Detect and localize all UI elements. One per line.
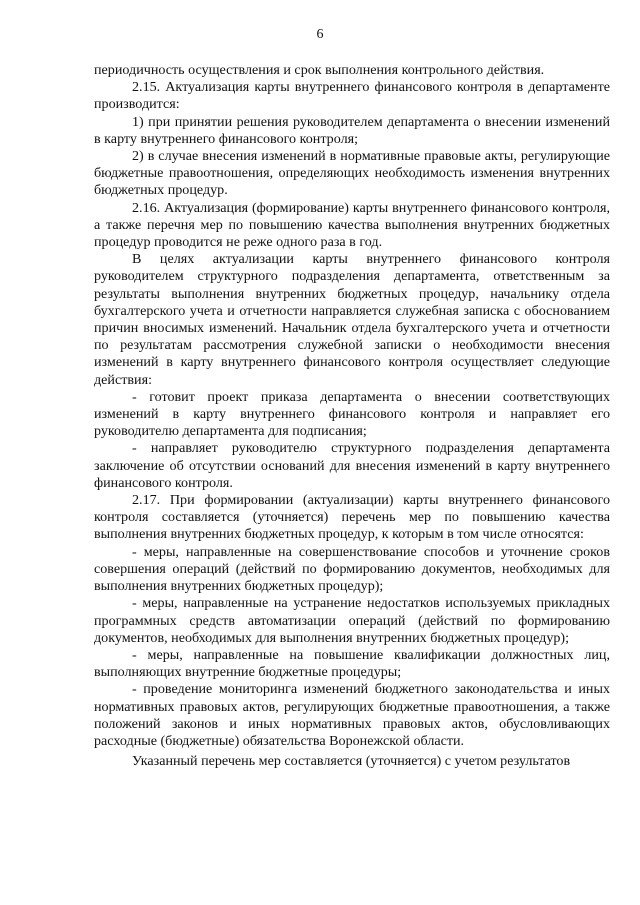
paragraph: 2.15. Актуализация карты внутреннего финансового контроля в департаменте производится: bbox=[94, 79, 610, 113]
paragraph: 1) при принятии решения руководителем департамента о внесении изменений в карту внутреннего финансового контроля; bbox=[94, 113, 610, 147]
paragraph: - направляет руководителю структурного подразделения департамента заключение об отсутствии оснований для внесения изменений в карту внутреннего финансового контроля. bbox=[94, 440, 610, 491]
document-body bbox=[94, 62, 610, 770]
page-number: 6 bbox=[316, 27, 324, 42]
paragraph: - меры, направленные на устранение недостатков используемых прикладных программных средств автоматизации операций (действий по формированию документов, необходимых для выполнения внутренних бюджетных процедур); bbox=[94, 595, 610, 646]
paragraph: - проведение мониторинга изменений бюджетного законодательства и иных нормативных правовых актов, регулирующих бюджетные правоотношения, а также положений законов и иных нормативных правовых актов, обусловливающих расходные (бюджетные) обязательства Воронежской области. bbox=[94, 681, 610, 749]
paragraph: 2.16. Актуализация (формирование) карты внутреннего финансового контроля, а также перечня мер по повышению качества выполнения внутренних бюджетных процедур проводится не реже одного раза в год. bbox=[94, 199, 610, 251]
paragraph: 2.17. При формировании (актуализации) карты внутреннего финансового контроля составляется (уточняется) перечень мер по повышению качества выполнения внутренних бюджетных процедур, к которым в том числе относятся: bbox=[94, 492, 610, 543]
paragraph: В целях актуализации карты внутреннего финансового контроля руководителем структурного подразделения департамента, ответственным за результаты выполнения внутренних бюджетных процедур, начальнику отдела бухгалтерского учета и отчетности направляется служебная записка с обоснованием причин вносимых изменений. Начальник отдела бухгалтерского учета и отчетности по результатам рассмотрения служебной записки о необходимости внесения изменений в карту внутреннего финансового контроля осуществляет следующие действия: bbox=[94, 251, 610, 388]
paragraph: 2) в случае внесения изменений в нормативные правовые акты, регулирующие бюджетные правоотношения, определяющих необходимость изменения внутренних бюджетных процедур. bbox=[94, 148, 610, 199]
paragraph: - готовит проект приказа департамента о внесении соответствующих изменений в карту внутреннего финансового контроля и направляет его руководителю департамента для подписания; bbox=[94, 388, 610, 440]
paragraph: - меры, направленные на совершенствование способов и уточнение сроков совершения операций (действий по формированию документов, необходимых для выполнения внутренних бюджетных процедур); bbox=[94, 543, 610, 595]
paragraph: периодичность осуществления и срок выполнения контрольного действия. bbox=[94, 62, 545, 78]
paragraph: - меры, направленные на повышение квалификации должностных лиц, выполняющих внутренние бюджетные процедуры; bbox=[94, 646, 610, 681]
paragraph: Указанный перечень мер составляется (уточняется) с учетом результатов bbox=[132, 753, 571, 770]
